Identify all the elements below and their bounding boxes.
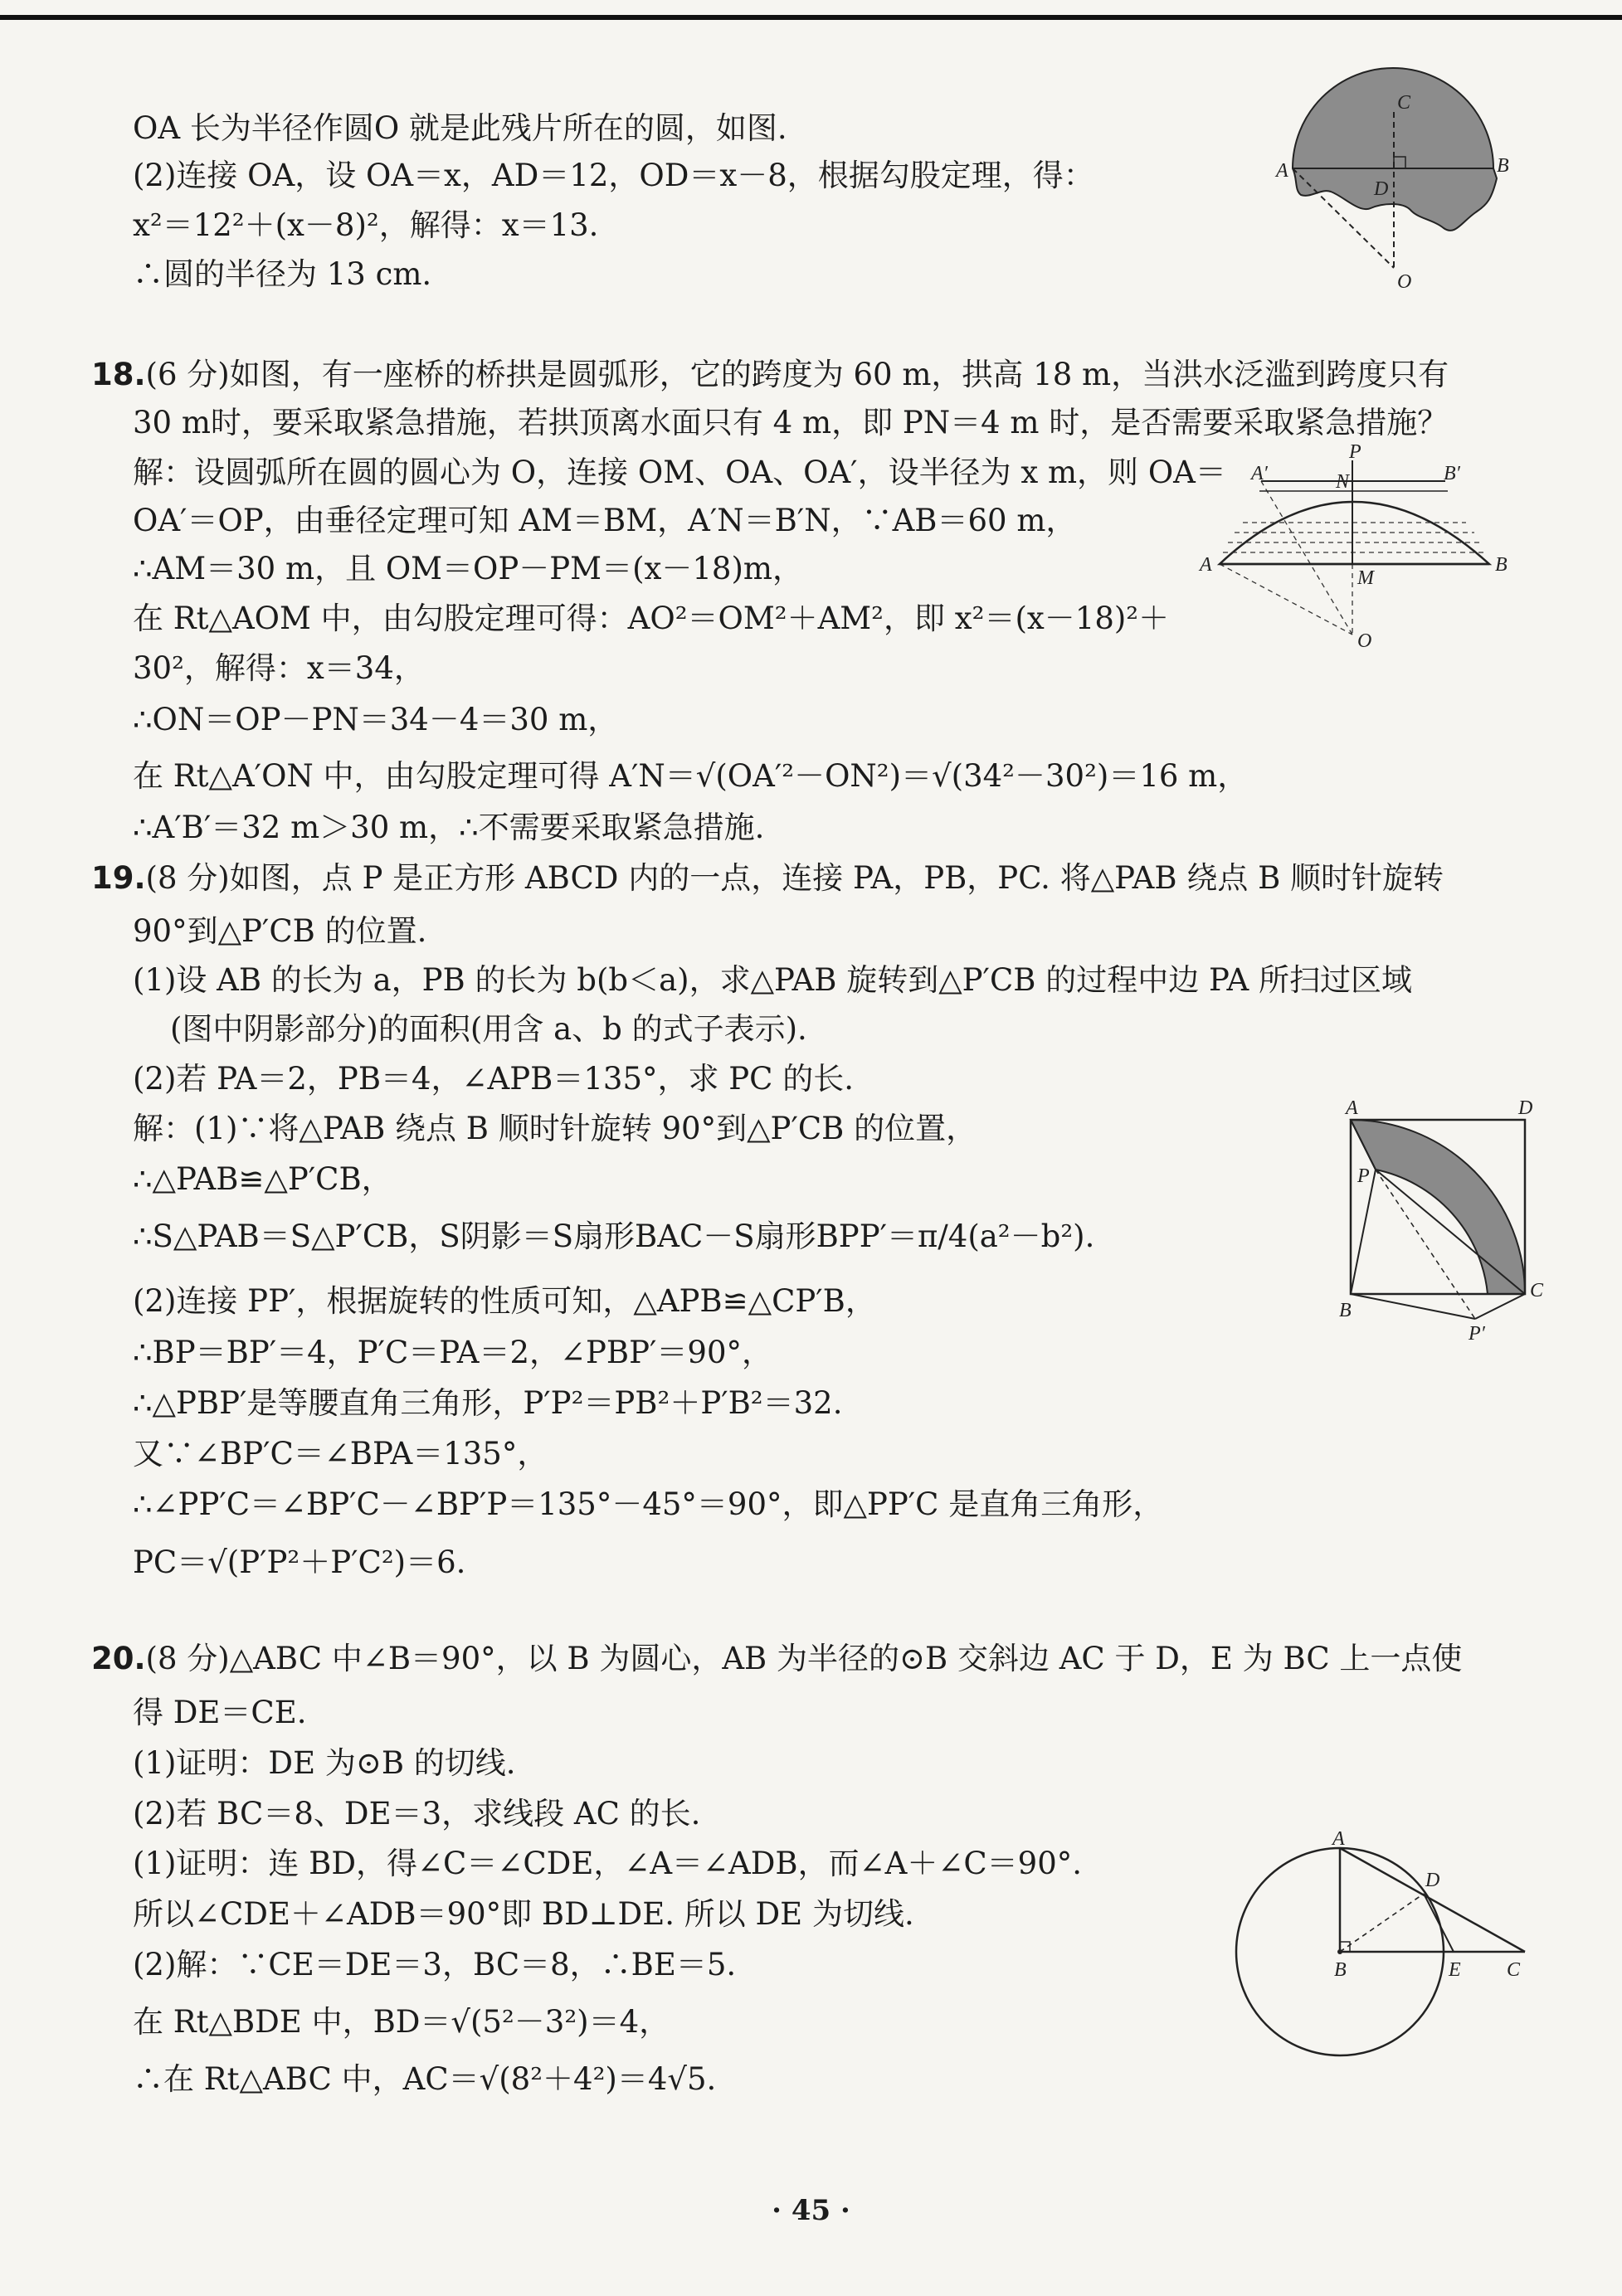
p18-question-line-2: 30 m时，要采取紧急措施，若拱顶离水面只有 4 m，即 PN＝4 m 时，是否需要采取紧急措施？ [133, 405, 1449, 440]
fig18-label-M: M [1357, 567, 1374, 589]
p20-question-line-4: (2)若 BC＝8、DE＝3，求线段 AC 的长. [133, 1796, 701, 1831]
fig18-label-A-prime: A′ [1251, 463, 1268, 484]
p20-question-line-3: (1)证明：DE 为⊙B 的切线. [133, 1745, 516, 1781]
circle-tangent-figure [1236, 1828, 1543, 2074]
p18-solution-line-1: 解：设圆弧所在圆的圆心为 O，连接 OM、OA、OA′，设半径为 x m，则 OA＝ [133, 455, 1226, 490]
p17-line-3: x²＝12²＋(x－8)²，解得：x＝13. [133, 207, 599, 243]
p19-question-line-2: 90°到△P′CB 的位置. [133, 913, 427, 949]
fig17-label-D: D [1374, 178, 1389, 200]
fig20-label-A: A [1332, 1828, 1345, 1850]
p20-question-line-1: 20.(8 分)△ABC 中∠B＝90°，以 B 为圆心，AB 为半径的⊙B 交斜边 AC 于 D，E 为 BC 上一点使 [91, 1641, 1463, 1676]
fragment-circle-figure [1269, 92, 1518, 299]
p19-solution-line-6: ∴△PBP′是等腰直角三角形，P′P²＝PB²＋P′B²＝32. [133, 1385, 843, 1421]
p20-solution-line-5: ∴在 Rt△ABC 中，AC＝√(8²＋4²)＝4√5. [133, 2061, 717, 2097]
p20-solution-line-4: 在 Rt△BDE 中，BD＝√(5²－3²)＝4， [133, 2004, 670, 2040]
p18-solution-line-8: ∴A′B′＝32 m＞30 m，∴不需要采取紧急措施. [133, 810, 765, 845]
p17-line-4: ∴圆的半径为 13 cm. [133, 256, 432, 292]
fig18-label-B-prime: B′ [1444, 463, 1460, 484]
fig20-label-C: C [1507, 1959, 1521, 1981]
p18-solution-line-6: ∴ON＝OP－PN＝34－4＝30 m， [133, 702, 619, 737]
page-number: · 45 · [772, 2194, 850, 2227]
fig18-label-B: B [1495, 554, 1508, 576]
p19-question-line-1: 19.(8 分)如图，点 P 是正方形 ABCD 内的一点，连接 PA，PB，PC. 将△PAB 绕点 B 顺时针旋转 [91, 860, 1444, 896]
fig17-label-A: A [1276, 160, 1288, 182]
fig19-label-C: C [1530, 1280, 1544, 1301]
fig18-label-P: P [1349, 441, 1361, 463]
bridge-arch-figure [1195, 441, 1510, 655]
fig19-label-D: D [1518, 1097, 1533, 1119]
fig19-label-P: P [1357, 1165, 1370, 1187]
fig17-label-B: B [1497, 155, 1509, 177]
p19-solution-line-4: (2)连接 PP′，根据旋转的性质可知，△APB≌△CP′B， [133, 1283, 876, 1319]
p18-solution-line-5: 30²，解得：x＝34， [133, 650, 425, 686]
fig20-label-B: B [1334, 1959, 1347, 1981]
fig17-label-O: O [1397, 271, 1412, 293]
p20-solution-line-2: 所以∠CDE＋∠ADB＝90°即 BD⊥DE. 所以 DE 为切线. [133, 1896, 914, 1932]
p20-solution-line-1: (1)证明：连 BD，得∠C＝∠CDE，∠A＝∠ADB，而∠A＋∠C＝90°. [133, 1846, 1083, 1881]
p19-number: 19. [91, 860, 146, 896]
fig19-label-P-prime: P′ [1469, 1323, 1485, 1345]
p19-question-line-4: (图中阴影部分)的面积(用含 a、b 的式子表示). [170, 1011, 807, 1047]
p19-solution-line-2: ∴△PAB≌△P′CB， [133, 1161, 392, 1197]
p18-number: 18. [91, 357, 146, 392]
square-rotation-figure [1327, 1097, 1544, 1345]
p20-solution-line-3: (2)解：∵CE＝DE＝3，BC＝8，∴BE＝5. [133, 1947, 737, 1982]
p17-line-1: OA 长为半径作圆O 就是此残片所在的圆，如图. [133, 110, 787, 146]
p18-solution-line-7: 在 Rt△A′ON 中，由勾股定理可得 A′N＝√(OA′²－ON²)＝√(34²－30²)＝16 m， [133, 758, 1249, 794]
top-rule [0, 15, 1622, 20]
p20-number: 20. [91, 1641, 146, 1676]
fig20-label-E: E [1449, 1959, 1461, 1981]
p18-solution-line-3: ∴AM＝30 m，且 OM＝OP－PM＝(x－18)m， [133, 551, 803, 586]
fig19-label-B: B [1339, 1300, 1352, 1321]
fig18-label-N: N [1336, 471, 1350, 493]
fig18-label-O: O [1357, 630, 1372, 652]
p19-solution-line-9: PC＝√(P′P²＋P′C²)＝6. [133, 1544, 466, 1580]
fig17-label-C: C [1397, 92, 1411, 114]
p18-question-line-1: 18.(6 分)如图，有一座桥的桥拱是圆弧形，它的跨度为 60 m，拱高 18 m，当洪水泛滥到跨度只有 [91, 357, 1449, 392]
p18-solution-line-2: OA′＝OP，由垂径定理可知 AM＝BM，A′N＝B′N，∵AB＝60 m， [133, 503, 1077, 538]
p19-solution-line-1: 解：(1)∵将△PAB 绕点 B 顺时针旋转 90°到△P′CB 的位置， [133, 1111, 977, 1146]
p20-question-line-2: 得 DE＝CE. [133, 1695, 307, 1730]
p19-solution-line-5: ∴BP＝BP′＝4，P′C＝PA＝2，∠PBP′＝90°， [133, 1335, 772, 1370]
p19-question-line-5: (2)若 PA＝2，PB＝4，∠APB＝135°，求 PC 的长. [133, 1061, 854, 1097]
p17-line-2: (2)连接 OA，设 OA＝x，AD＝12，OD＝x－8，根据勾股定理，得： [133, 158, 1094, 193]
p19-question-line-3: (1)设 AB 的长为 a，PB 的长为 b(b＜a)，求△PAB 旋转到△P′CB 的过程中边 PA 所扫过区域 [133, 962, 1412, 998]
p18-solution-line-4: 在 Rt△AOM 中，由勾股定理可得：AO²＝OM²＋AM²，即 x²＝(x－18)²＋ [133, 601, 1170, 636]
fig19-label-A: A [1346, 1097, 1358, 1119]
p19-solution-line-7: 又∵∠BP′C＝∠BPA＝135°， [133, 1436, 548, 1471]
fig18-label-A: A [1200, 554, 1212, 576]
p19-solution-line-8: ∴∠PP′C＝∠BP′C－∠BP′P＝135°－45°＝90°，即△PP′C 是直角三角形， [133, 1486, 1164, 1522]
fig20-label-D: D [1425, 1870, 1440, 1891]
p19-solution-line-3: ∴S△PAB＝S△P′CB，S阴影＝S扇形BAC－S扇形BPP′＝π/4(a²－b²). [133, 1219, 1095, 1254]
